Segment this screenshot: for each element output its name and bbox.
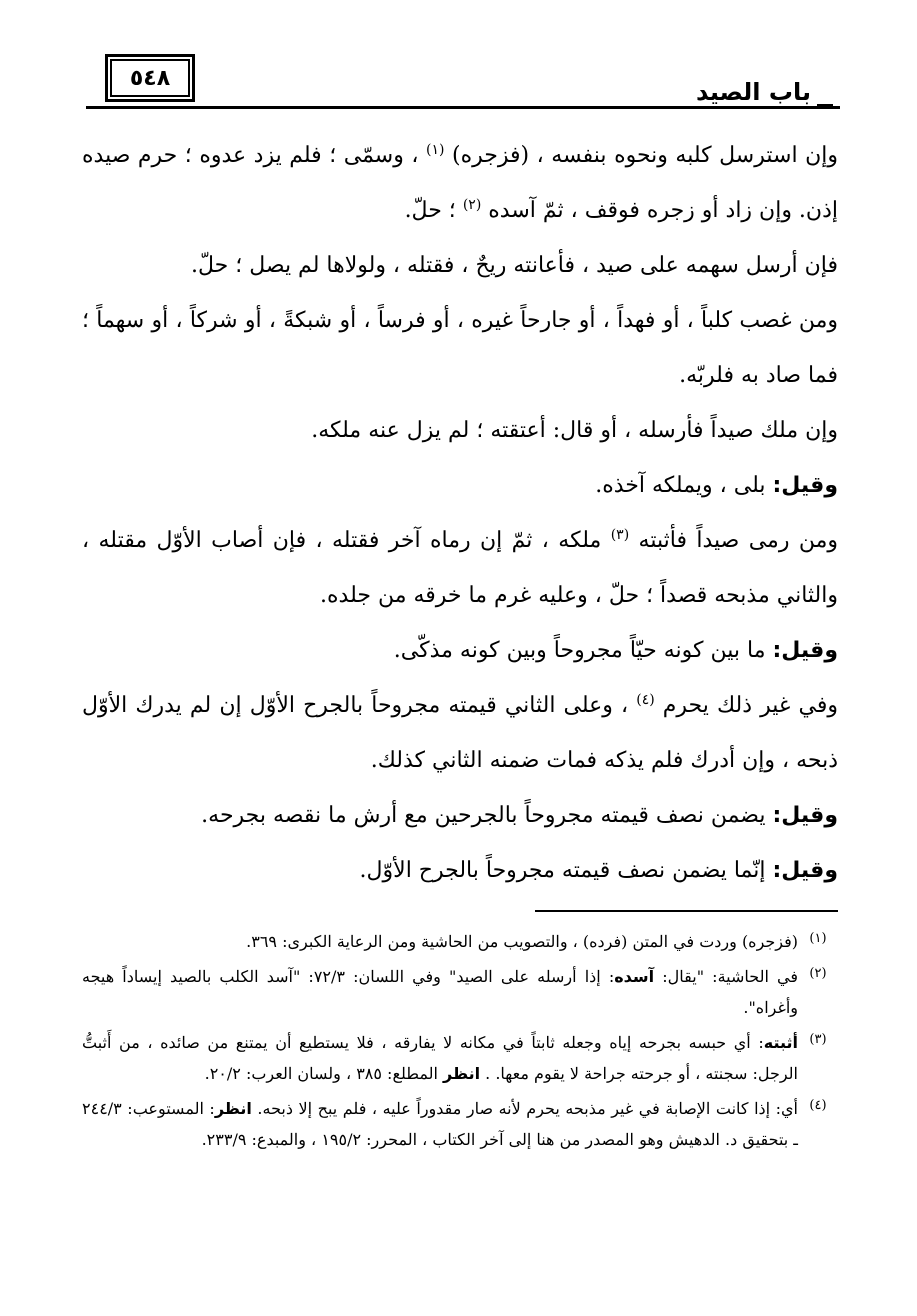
footnote-ref-2[interactable]: (٢)	[462, 197, 482, 213]
main-text	[82, 128, 838, 898]
paragraph-3: ومن غصب كلباً ، أو فهداً ، أو جارحاً غيره ، أو فرساً ، أو شبكةً ، أو شركاً ، أو سهماً ؛ فما صاد به فلربّه.	[82, 308, 838, 388]
text-segment: : المستوعب: ٢٤٤/٣ ـ بتحقيق د. الدهيش وهو المصدر من هنا إلى آخر الكتاب ، المحرر: ١٩٥/٢ ، والمبدع: ٢٣٣/٩.	[82, 1099, 798, 1149]
paragraph-8	[82, 678, 838, 788]
paragraph-6	[82, 513, 838, 623]
text-segment: وفي غير ذلك يحرم	[662, 693, 838, 718]
paragraph-9	[82, 788, 838, 843]
footnote-1	[82, 926, 838, 957]
header-rule	[86, 106, 840, 109]
footnote-text	[82, 1093, 798, 1155]
text-segment: : إذا أرسله على الصيد" وفي اللسان: ٧٢/٣: "آسد الكلب بالصيد إيساداً هيجه وأغراه".	[82, 967, 798, 1017]
footnotes	[82, 926, 838, 1159]
text-segment: يضمن نصف قيمته مجروحاً بالجرحين مع أرش ما نقصه بجرحه.	[201, 803, 766, 828]
text-segment: بلى ، ويملكه آخذه.	[595, 473, 766, 498]
term-bold: انظر	[443, 1064, 481, 1083]
footnote-3	[82, 1027, 838, 1089]
footnote-4	[82, 1093, 838, 1155]
term-bold: أثبته	[763, 1033, 799, 1052]
paragraph-10	[82, 843, 838, 898]
text-segment: : أي حبسه بجرحه إياه وجعله ثابتاً في مكانه لا يفارقه ، فلا يستطيع أن يمتنع من صائده ، من أَثبتُّ الرجل: سجنته ، أو جرحته جراحة لا يقوم معها. .	[82, 1033, 798, 1083]
page-number: ٥٤٨	[106, 55, 194, 101]
paragraph-2: فإن أرسل سهمه على صيد ، فأعانته ريحٌ ، فقتله ، ولولاها لم يصل ؛ حلّ.	[190, 253, 838, 278]
footnote-separator	[535, 910, 838, 912]
footnote-ref-3[interactable]: (٣)	[610, 527, 630, 543]
footnote-text	[82, 961, 798, 1023]
footnote-number: (٣)	[809, 1032, 827, 1047]
footnote-ref-4[interactable]: (٤)	[636, 692, 655, 708]
footnote-text	[82, 1027, 798, 1089]
chapter-title: باب الصيد	[686, 78, 817, 106]
text-segment: ومن رمى صيداً فأثبته	[638, 528, 838, 553]
qila-label: وقيل:	[772, 803, 838, 828]
text-segment: ؛ حلّ.	[404, 198, 456, 223]
text-segment: في الحاشية: "يقال:	[662, 967, 798, 986]
term-bold: انظر	[214, 1099, 252, 1118]
text-segment: إنّما يضمن نصف قيمته مجروحاً بالجرح الأوّل.	[359, 858, 766, 883]
text-segment: ملكه ، ثمّ إن رماه آخر فقتله ، فإن أصاب الأوّل مقتله ، والثاني مذبحه قصداً ؛ حلّ ، وعليه غرم ما خرقه من جلده.	[82, 528, 838, 608]
qila-label: وقيل:	[772, 638, 838, 663]
text-segment: ، وعلى الثاني قيمته مجروحاً بالجرح الأوّل إن لم يدرك الأوّل ذبحه ، وإن أدرك فلم يذكه فمات ضمنه الثاني كذلك.	[82, 693, 838, 773]
paragraph-1	[82, 128, 838, 238]
paragraph-4: وإن ملك صيداً فأرسله ، أو قال: أعتقته ؛ لم يزل عنه ملكه.	[311, 418, 838, 443]
footnote-number: (٤)	[809, 1098, 827, 1113]
paragraph-7	[82, 623, 838, 678]
footnote-number: (٢)	[809, 966, 827, 981]
qila-label: وقيل:	[772, 858, 838, 883]
footnote-text: (فزجره) وردت في المتن (فرده) ، والتصويب من الحاشية ومن الرعاية الكبرى: ٣٦٩.	[246, 932, 798, 951]
header-dash	[815, 104, 833, 107]
qila-label: وقيل:	[772, 473, 838, 498]
text-segment: ، وسمّى ؛ فلم يزد عدوه ؛ حرم صيده إذن. وإن زاد أو زجره فوقف ، ثمّ آسده	[82, 143, 838, 223]
footnote-ref-1[interactable]: (١)	[426, 142, 445, 158]
footnote-number: (١)	[809, 931, 827, 946]
term-bold: آسده	[614, 967, 655, 986]
paragraph-5	[82, 458, 838, 513]
footnote-2	[82, 961, 838, 1023]
text-segment: ما بين كونه حيّاً مجروحاً وبين كونه مذكّى.	[393, 638, 766, 663]
text-segment: المطلع: ٣٨٥ ، ولسان العرب: ٢٠/٢.	[204, 1064, 438, 1083]
text-segment: أي: إذا كانت الإصابة في غير مذبحه يحرم لأنه صار مقدوراً عليه ، فلم يبح إلا ذبحه.	[257, 1099, 798, 1118]
text-segment: وإن استرسل كلبه ونحوه بنفسه ، (فزجره)	[452, 143, 838, 168]
